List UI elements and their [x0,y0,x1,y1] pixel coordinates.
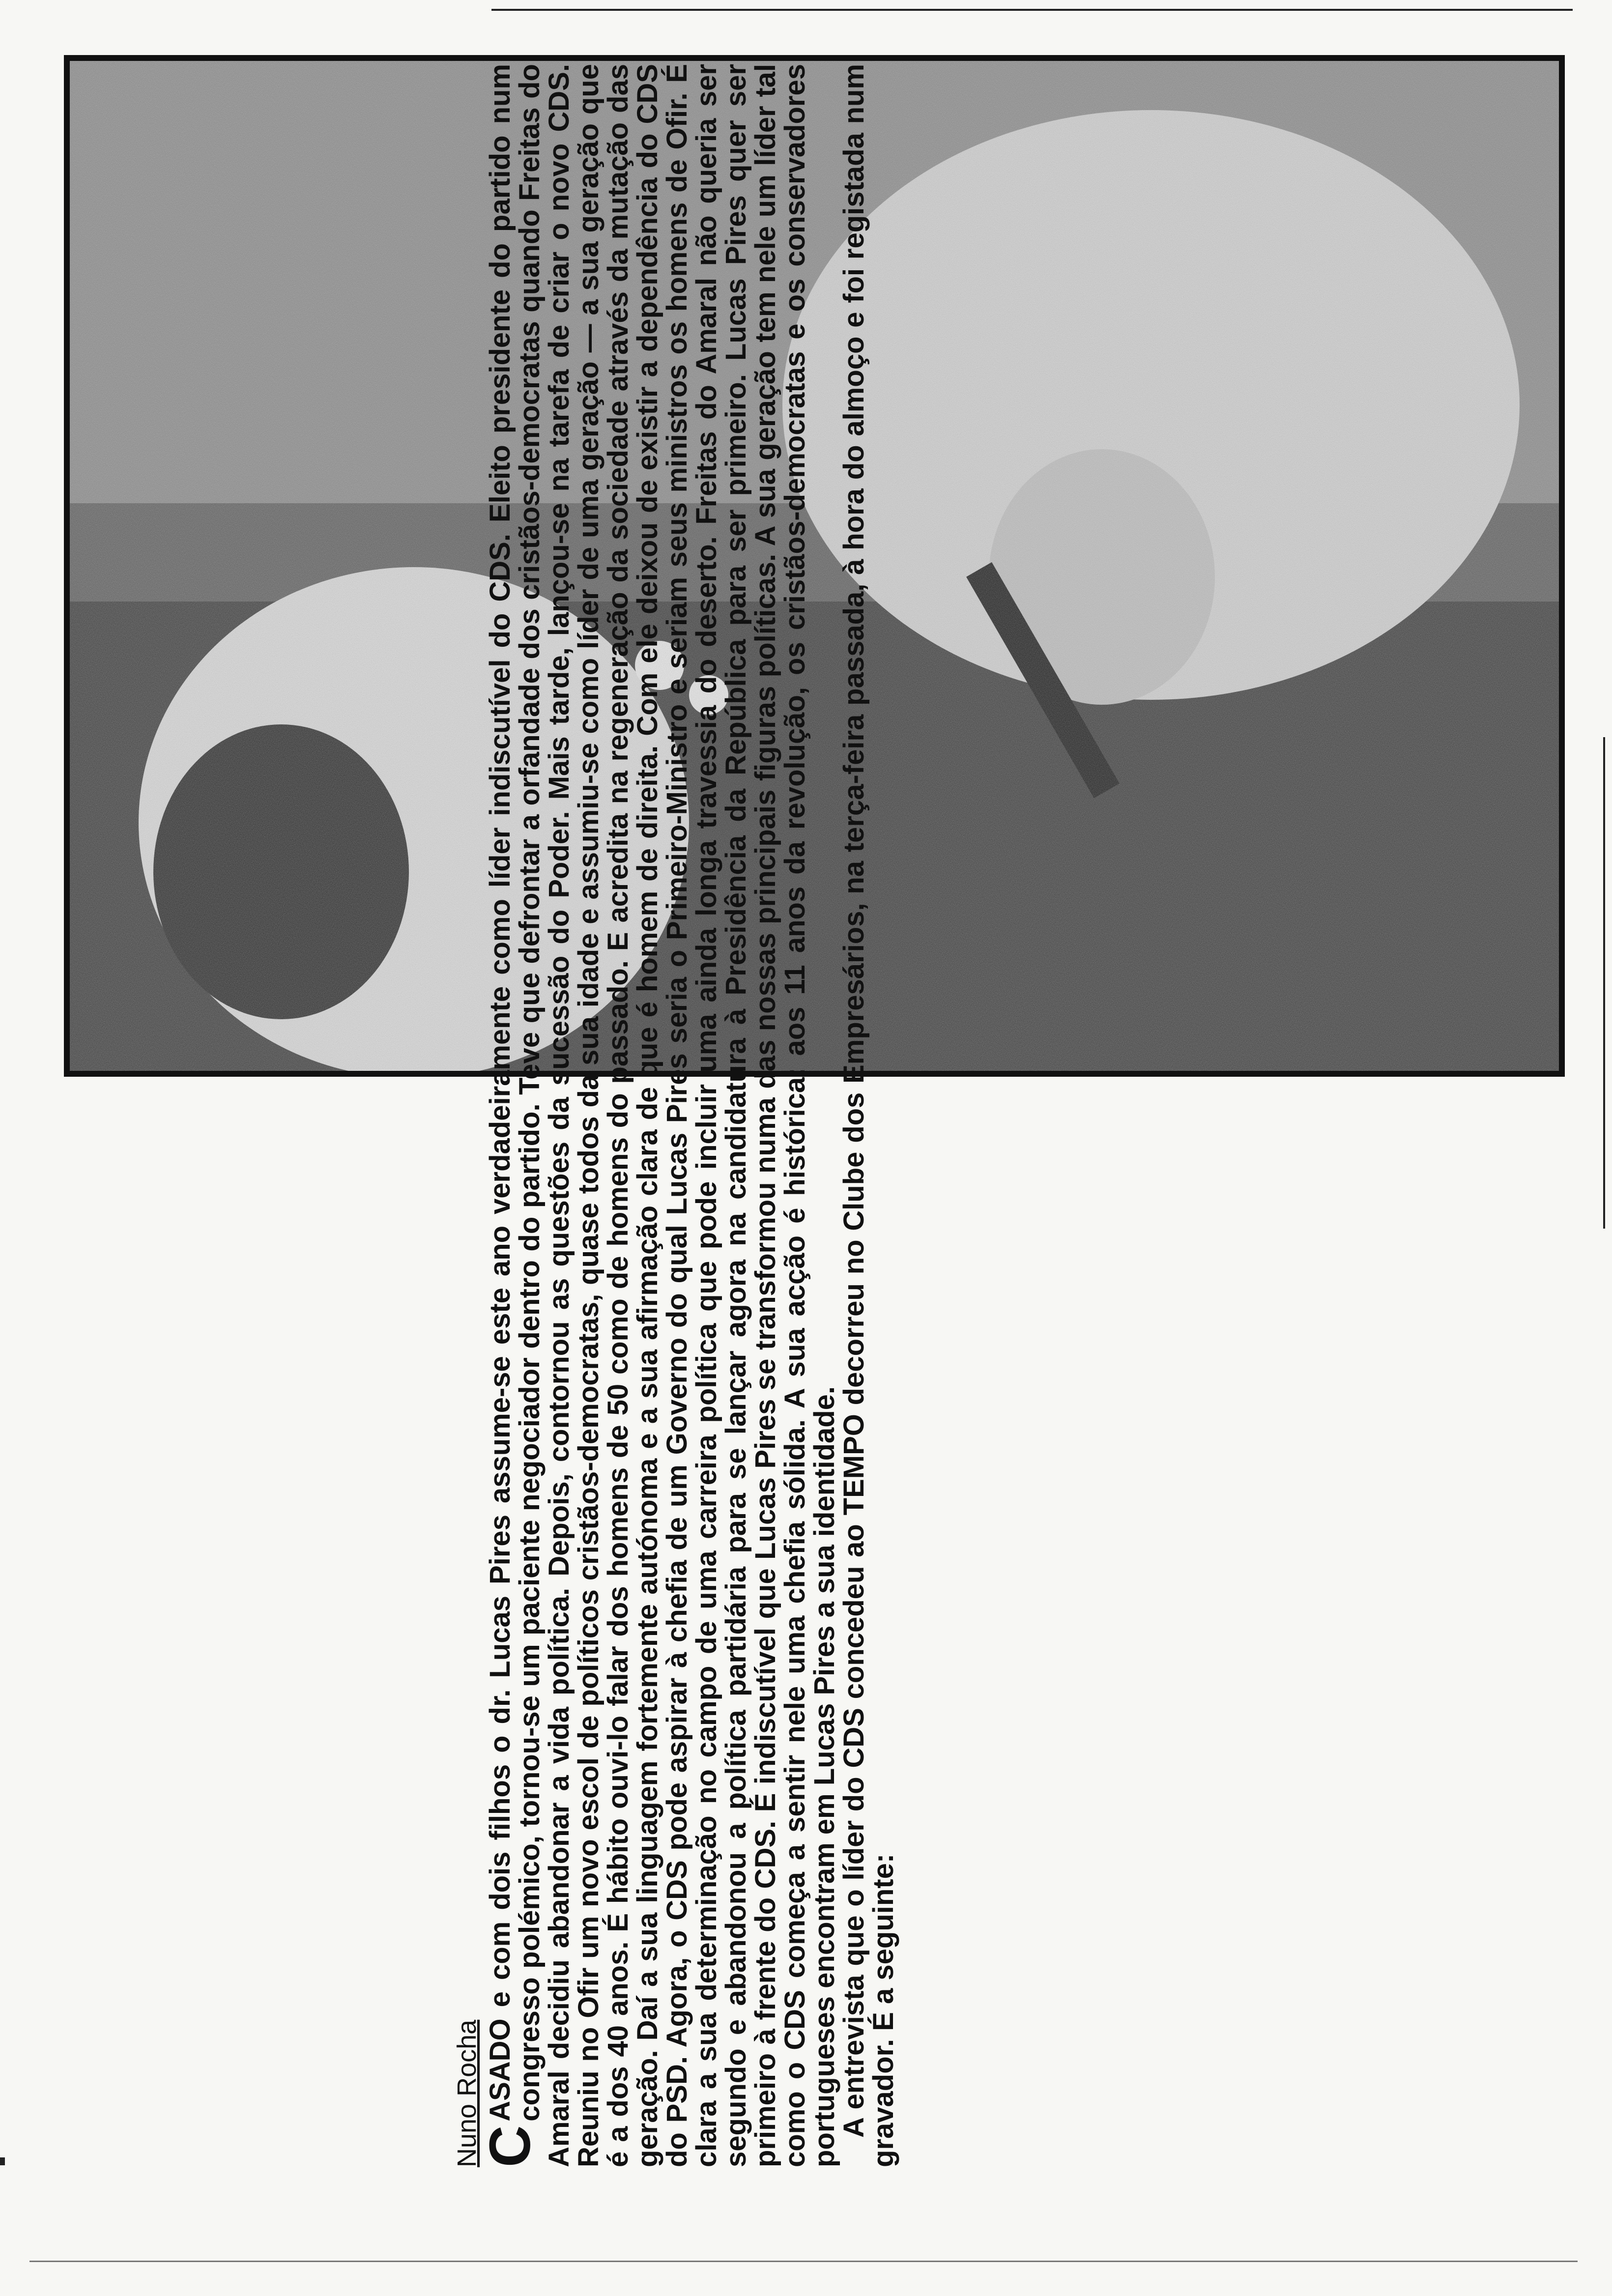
article-paragraph-1 [478,64,840,2167]
scan-edge-left [0,2157,5,2165]
drop-cap: C [478,2125,543,2167]
scan-edge-bottom [29,2261,1578,2262]
scan-edge-right [1603,737,1605,1229]
article-text-block [452,64,899,2167]
article-paragraph-2: A entrevista que o líder do CDS concedeu ao TEMPO decorreu no Clube dos Empresários, na terça-feira passada, à hora do almoço e foi registada num gravador. É a seguinte: [838,64,899,2167]
scan-edge-top [491,9,1573,11]
byline: Nuno Rocha [452,2019,482,2167]
article-paragraph-1-text: ASADO e com dois filhos o dr. Lucas Pires assume-se este ano verdadeiramente como líder indiscutível do CDS. Eleito presidente do partido num congresso polémico, tornou-se um paciente negociador dentro do partido. Teve que defrontar a orfandade dos cristãos-democratas quando Freitas do Amaral decidiu abandonar a vida política. Depois, contornou as questões da sucessão do Poder. Mais tarde, lançou-se na tarefa de criar o novo CDS. Reuniu no Ofir um novo escol de políticos cristãos-democratas, quase todos da sua idade e assumiu-se como líder de uma geração — a sua geração que é a dos 40 anos. É hábito ouvi-lo falar dos homens de 50 como de homens do passado. E acredita na regeneração da sociedade através da mutação das geração. Daí a sua linguagem fortemente autónoma e a sua afirmação clara de que é homem de direita. Com ele deixou de existir a dependência do CDS do PSD. Agora, o CDS pode aspirar à chefia de um Governo do qual Lucas Pires seria o Primeiro-Ministro e seriam seus ministros os homens de Ofir. É clara a sua determinação no campo de uma carreira política que pode incluir uma ainda longa travessia do deserto. Freitas do Amaral não queria ser segundo e abandonou a política partidária para se lançar agora na candidatura à Presidência da República para ser primeiro. Lucas Pires quer ser primeiro à frente do CDS. É indiscutível que Lucas Pires se transformou numa das nossas principais figuras políticas. A sua geração tem nele um líder tal como o CDS começa a sentir nele uma chefia sólida. A sua acção é histórica: aos 11 anos da revolução, os cristãos-democratas e os conservadores portugueses encontram em Lucas Pires a sua identidade. [484,64,840,2167]
